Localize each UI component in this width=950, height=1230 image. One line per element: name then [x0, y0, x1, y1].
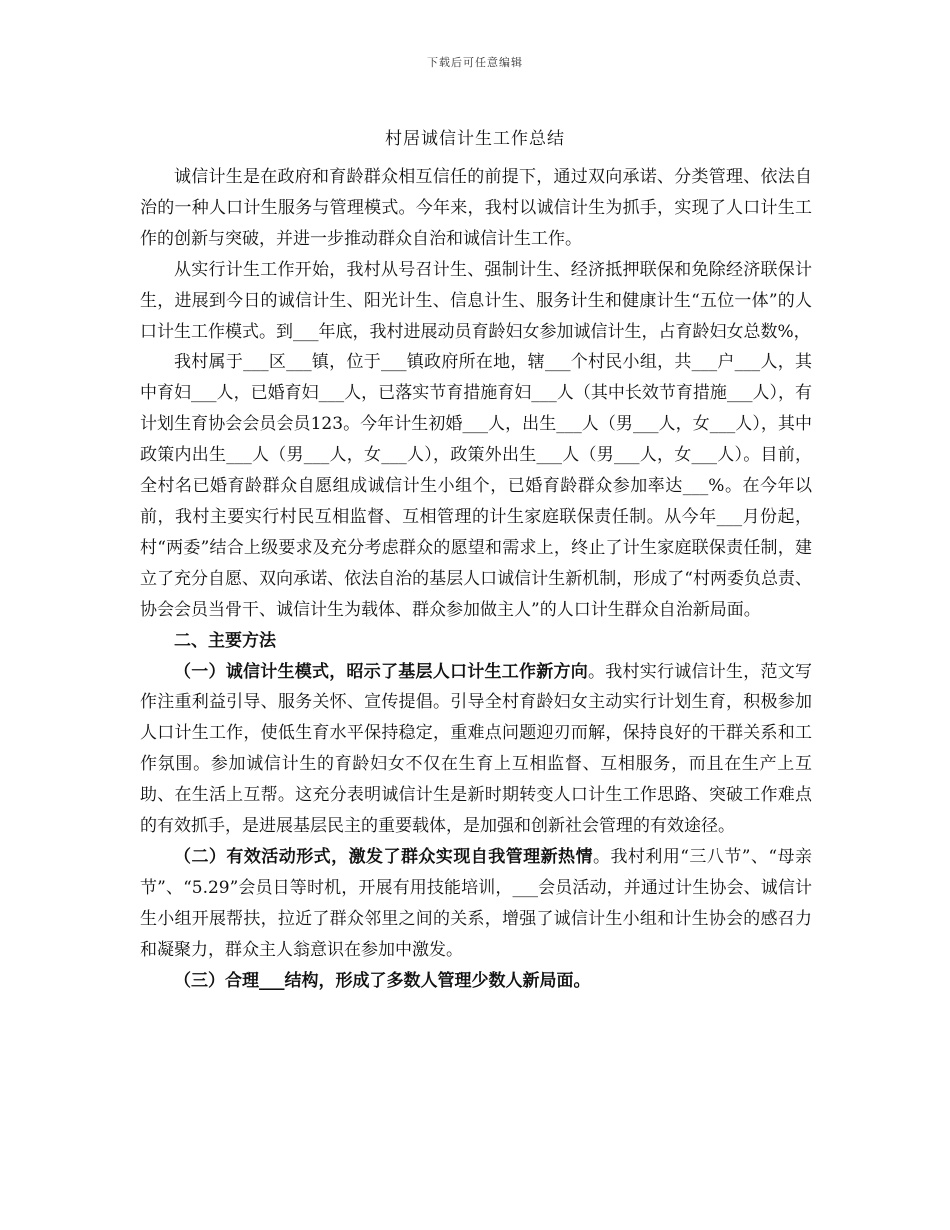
header-note: 下载后可任意编辑: [427, 56, 523, 69]
method-1-lead: （一）诚信计生模式，昭示了基层人口计生工作新方向: [174, 661, 588, 682]
document-body: [140, 162, 812, 996]
paragraph-history: 从实行计生工作开始，我村从号召计生、强制计生、经济抵押联保和免除经济联保计生，进展到今日的诚信计生、阳光计生、信息计生、服务计生和健康计生“五位一体”的人口计生工作模式。到___年底，我村进展动员育龄妇女参加诚信计生，占育龄妇女总数%，: [140, 259, 812, 342]
paragraph-intro: 诚信计生是在政府和育龄群众相互信任的前提下，通过双向承诺、分类管理、依法自治的一种人口计生服务与管理模式。今年来，我村以诚信计生为抓手，实现了人口计生工作的创新与突破，并进一步推动群众自治和诚信计生工作。: [140, 167, 812, 249]
paragraph-village-stats: 我村属于___区___镇，位于___镇政府所在地，辖___个村民小组，共___户___人，其中育妇___人，已婚育妇___人，已落实节育措施育妇___人（其中长效节育措施___人），有计划生育协会会员会员123。今年计生初婚___人，出生___人（男___人，女___人），其中政策内出生___人（男___人，女___人），政策外出生___人（男___人，女___人）。目前，全村名已婚育龄群众自愿组成诚信计生小组个，已婚育龄群众参加率达___%。在今年以前，我村主要实行村民互相监督、互相管理的计生家庭联保责任制。从今年___月份起，村“两委”结合上级要求及充分考虑群众的愿望和需求上，终止了计生家庭联保责任制，建立了充分自愿、双向承诺、依法自治的基层人口诚信计生新机制，形成了“村两委负总责、协会会员当骨干、诚信计生为载体、群众参加做主人”的人口计生群众自治新局面。: [140, 352, 812, 620]
method-2-lead: （二）有效活动形式，激发了群众实现自我管理新热情: [174, 846, 593, 867]
paragraph-method-3: [140, 966, 812, 997]
document-title: 村居诚信计生工作总结: [385, 129, 565, 149]
method-3-lead: （三）合理___结构，形成了多数人管理少数人新局面。: [174, 970, 591, 991]
paragraph-method-2: [140, 842, 812, 966]
method-2-text: 。我村利用“三八节”、“母亲节”、“5.29”会员日等时机，开展有用技能培训，___会员活动，并通过计生协会、诚信计生小组开展帮扶，拉近了群众邻里之间的关系，增强了诚信计生小组和计生协会的感召力和凝聚力，群众主人翁意识在参加中激发。: [140, 846, 813, 960]
method-1-text: 。我村实行诚信计生，范文写作注重利益引导、服务关怀、宣传提倡。引导全村育龄妇女主动实行计划生育，积极参加人口计生工作，使低生育水平保持稳定，重难点问题迎刃而解，保持良好的干群关系和工作氛围。参加诚信计生的育龄妇女不仅在生育上互相监督、互相服务，而且在生产上互助、在生活上互帮。这充分表明诚信计生是新时期转变人口计生工作思路、突破工作难点的有效抓手，是进展基层民主的重要载体，是加强和创新社会管理的有效途径。: [140, 661, 812, 837]
paragraph-method-1: [140, 657, 812, 842]
section-heading-methods: 二、主要方法: [174, 630, 276, 651]
